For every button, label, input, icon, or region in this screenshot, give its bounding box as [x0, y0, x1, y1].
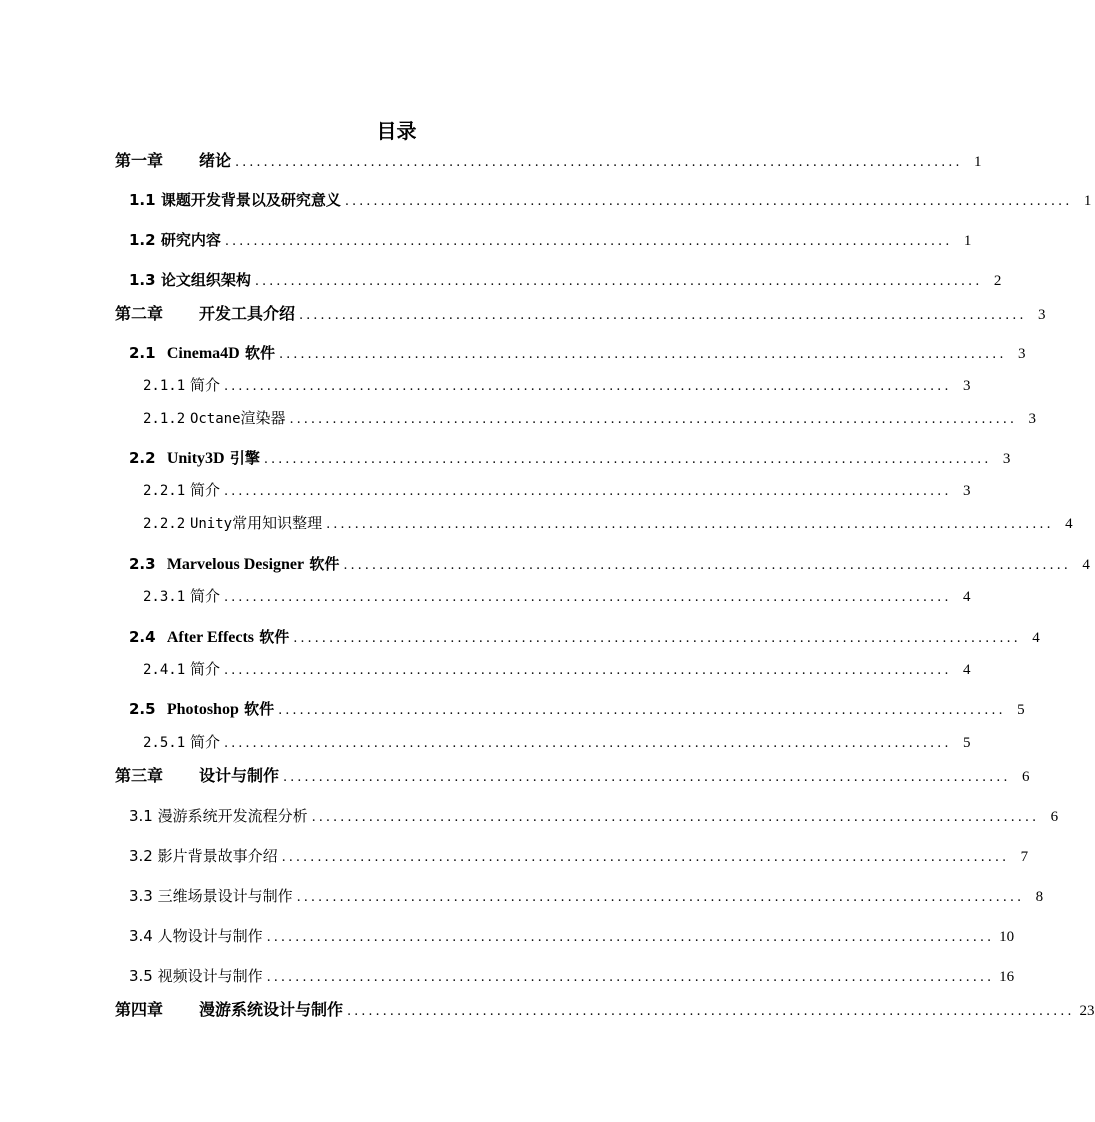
dot-leader: ...................................................................................................... [344, 194, 1073, 209]
toc-entry-2-1-1[interactable] [143, 372, 971, 398]
page-number: 2 [993, 273, 1002, 289]
section-title-cn: 软件 [309, 555, 340, 573]
section-title-cn: 软件 [259, 628, 290, 646]
page-number: 5 [1017, 702, 1025, 718]
section-number: 1.1 [129, 191, 156, 209]
section-number: 2.2 [129, 449, 156, 467]
subsection-number: 2.3.1 [143, 589, 186, 605]
dot-leader: ...................................................................................................... [266, 970, 995, 985]
dot-leader: ...................................................................................................... [347, 1004, 1075, 1019]
section-title: 漫游系统开发流程分析 [157, 807, 308, 825]
dot-leader: ...................................................................................................... [266, 930, 995, 945]
toc-entry-2-1-2[interactable] [143, 405, 1037, 431]
page-number: 4 [962, 662, 971, 678]
section-title-en: Photoshop [166, 701, 239, 718]
dot-leader: ...................................................................................................... [223, 379, 952, 394]
section-title-cn: 软件 [244, 700, 275, 718]
page-number: 3 [962, 483, 971, 499]
page-number: 4 [1032, 630, 1040, 646]
section-number: 3.2 [129, 847, 153, 865]
page-number: 4 [1082, 557, 1090, 573]
subsection-title-en: Unity [189, 516, 233, 532]
page-number: 3 [1002, 451, 1011, 467]
section-number: 2.3 [129, 555, 156, 573]
dot-leader: ...................................................................................................... [289, 412, 1018, 427]
toc-entry-2-1[interactable] [129, 340, 1026, 366]
toc-entry-chapter-3[interactable] [115, 763, 1030, 789]
page-number: 4 [962, 589, 971, 605]
dot-leader: ...................................................................................................... [293, 631, 1021, 646]
dot-leader: ...................................................................................................... [281, 850, 1010, 865]
toc-entry-3-4[interactable] [129, 923, 1015, 949]
subsection-number: 2.2.1 [143, 483, 186, 499]
toc-entry-chapter-1[interactable] [115, 148, 982, 174]
chapter-title: 开发工具介绍 [199, 304, 296, 323]
toc-entry-2-2-2[interactable] [143, 510, 1073, 536]
dot-leader: ...................................................................................................... [299, 308, 1027, 323]
dot-leader: ...................................................................................................... [223, 484, 952, 499]
subsection-title: 简介 [189, 376, 220, 394]
dot-leader: ...................................................................................................... [224, 234, 953, 249]
toc-entry-2-4[interactable] [129, 624, 1040, 650]
page-title: 目录 [376, 119, 417, 143]
section-number: 2.1 [129, 344, 156, 362]
dot-leader: ...................................................................................................... [278, 703, 1006, 718]
dot-leader: ...................................................................................................... [254, 274, 983, 289]
section-title: 三维场景设计与制作 [157, 887, 293, 905]
section-title-en: Marvelous Designer [166, 556, 305, 573]
dot-leader: ...................................................................................................... [343, 558, 1071, 573]
toc-entry-2-2[interactable] [129, 445, 1011, 471]
subsection-number: 2.1.1 [143, 378, 186, 394]
toc-entry-1-3[interactable] [129, 267, 1002, 293]
toc-entry-1-1[interactable] [129, 187, 1092, 213]
toc-entry-3-5[interactable] [129, 963, 1015, 989]
toc-entry-2-5[interactable] [129, 696, 1025, 722]
toc-entry-2-4-1[interactable] [143, 656, 971, 682]
section-number: 3.3 [129, 887, 153, 905]
page-number: 5 [962, 735, 971, 751]
dot-leader: ...................................................................................................... [263, 452, 992, 467]
section-title-en: After Effects [166, 629, 255, 646]
toc-entry-2-3[interactable] [129, 551, 1090, 577]
dot-leader: ...................................................................................................... [235, 155, 963, 170]
subsection-title-cn: 常用知识整理 [232, 514, 323, 532]
section-title: 人物设计与制作 [157, 927, 263, 945]
section-number: 1.3 [129, 271, 156, 289]
section-title-en: Unity3D [166, 450, 225, 467]
dot-leader: ...................................................................................................... [278, 347, 1007, 362]
page-number: 1 [963, 233, 972, 249]
section-number: 2.4 [129, 628, 156, 646]
section-title: 影片背景故事介绍 [157, 847, 278, 865]
page-number: 1 [1083, 193, 1092, 209]
subsection-title: 简介 [189, 587, 220, 605]
chapter-title: 绪论 [199, 151, 232, 170]
page-number: 23 [1079, 1003, 1095, 1019]
toc-entry-chapter-4[interactable] [115, 997, 1095, 1023]
page-number: 3 [1017, 346, 1026, 362]
section-number: 2.5 [129, 700, 156, 718]
subsection-number: 2.4.1 [143, 662, 186, 678]
dot-leader: ...................................................................................................... [326, 517, 1054, 532]
page-number: 6 [1022, 769, 1030, 785]
section-title: 论文组织架构 [160, 271, 251, 289]
page-number: 10 [999, 929, 1015, 945]
section-number: 3.5 [129, 967, 153, 985]
section-title-cn: 引擎 [229, 449, 260, 467]
page-number: 3 [1028, 411, 1037, 427]
dot-leader: ...................................................................................................... [283, 770, 1011, 785]
page-number: 6 [1050, 809, 1059, 825]
subsection-number: 2.1.2 [143, 411, 186, 427]
toc-entry-3-3[interactable] [129, 883, 1044, 909]
chapter-label: 第四章 [115, 1000, 164, 1019]
toc-entry-1-2[interactable] [129, 227, 972, 253]
toc-entry-2-3-1[interactable] [143, 583, 971, 609]
dot-leader: ...................................................................................................... [223, 663, 952, 678]
dot-leader: ...................................................................................................... [311, 810, 1040, 825]
section-title-en: Cinema4D [166, 345, 240, 362]
page-number: 3 [1038, 307, 1046, 323]
section-title-cn: 软件 [244, 344, 275, 362]
subsection-title-en: Octane [189, 411, 241, 427]
chapter-label: 第一章 [115, 151, 164, 170]
page-number: 7 [1020, 849, 1029, 865]
section-number: 3.1 [129, 807, 153, 825]
chapter-label: 第二章 [115, 304, 164, 323]
page-number: 8 [1035, 889, 1044, 905]
subsection-title-cn: 渲染器 [240, 409, 286, 427]
toc-entry-2-2-1[interactable] [143, 477, 971, 503]
page-number: 4 [1065, 516, 1073, 532]
section-number: 3.4 [129, 927, 153, 945]
subsection-title: 简介 [189, 481, 220, 499]
section-number: 1.2 [129, 231, 156, 249]
toc-entry-chapter-2[interactable] [115, 301, 1046, 327]
dot-leader: ...................................................................................................... [296, 890, 1025, 905]
page-number: 16 [999, 969, 1015, 985]
subsection-number: 2.2.2 [143, 516, 186, 532]
page-number: 1 [974, 154, 982, 170]
page-number: 3 [962, 378, 971, 394]
subsection-title: 简介 [189, 660, 220, 678]
toc-entry-3-2[interactable] [129, 843, 1029, 869]
subsection-number: 2.5.1 [143, 735, 186, 751]
chapter-title: 设计与制作 [199, 766, 280, 785]
dot-leader: ...................................................................................................... [223, 590, 952, 605]
subsection-title: 简介 [189, 733, 220, 751]
toc-entry-3-1[interactable] [129, 803, 1059, 829]
dot-leader: ...................................................................................................... [223, 736, 952, 751]
toc-entry-2-5-1[interactable] [143, 729, 971, 755]
chapter-label: 第三章 [115, 766, 164, 785]
section-title: 视频设计与制作 [157, 967, 263, 985]
section-title: 课题开发背景以及研究意义 [160, 191, 341, 209]
chapter-title: 漫游系统设计与制作 [199, 1000, 344, 1019]
section-title: 研究内容 [160, 231, 221, 249]
